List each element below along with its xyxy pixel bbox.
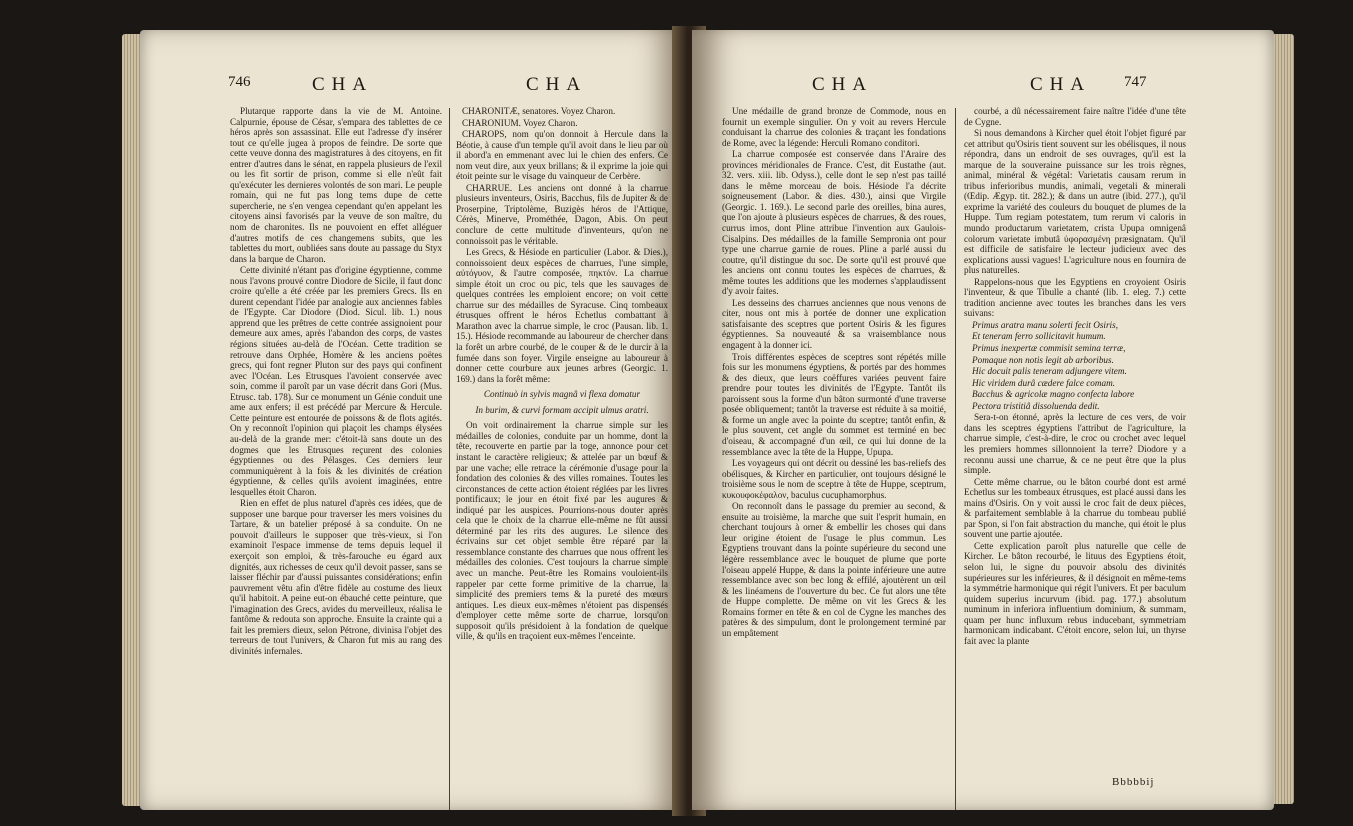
paragraph: Sera-t-on étonné, après la lecture de ces vers, de voir dans les sceptres égyptiens l'attribut de l'agriculture, la charrue simple, c'est-à-dire, le croc ou crochet avec lequel les premiers hommes sillonnoient la terre? Diodore y a reconnu aussi une charrue, & ce ne peut être que la plus simple. bbox=[964, 412, 1186, 476]
verse-line: Primus inexpertæ commisit semina terræ, bbox=[972, 343, 1126, 354]
left-head-word-2: CHA bbox=[526, 74, 588, 95]
verse-line: Primus aratra manu solerti fecit Osiris, bbox=[972, 319, 1118, 330]
right-page-number: 747 bbox=[1124, 74, 1147, 90]
verse-line: Bacchus & agricolæ magno confecta labore bbox=[972, 389, 1135, 400]
right-page bbox=[692, 30, 1274, 810]
left-head-word-1: CHA bbox=[312, 74, 374, 95]
paragraph: On reconnoît dans le passage du premier au second, & ensuite au troisième, la marche que suit l'esprit humain, en cherchant toujours à orner & embellir les choses qui dans leur origine étoient de l'usage le plus commun. Les Egyptiens trouvant dans la pointe supérieure du second une légère ressemblance avec le bouquet de plume que porte l'oiseau appelé Huppe, & dans la pointe inférieure une autre ressemblance avec son bec long & effilé, ajoutèrent un œil & les linéamens de l'ouverture du bec. Ce fut alors une tête de Huppe complette. De même on vit les Grecs & les Romains former en tête & en col de Cygne les manches des patères & des simpulum, dont le prolongement terminé par un empâtement bbox=[722, 501, 946, 638]
left-page bbox=[140, 30, 682, 810]
paragraph: Si nous demandons à Kircher quel étoit l'objet figuré par cet attribut qu'Osiris tient souvent sur les obélisques, il nous répondra, dans un endroit de ses ouvrages, qu'il est la marque de la souveraine puissance sur les trois règnes, animal, minéral & végétal: Varietatis causam rerum in tribus inferioribus mundis, animali, vegetali & minerali (Œdip. Ægyp. tit. 282.); & dans un autre (ibid. 277.), qu'il exprime la variété des couleurs du bouquet de plumes de la Huppe. Tum regiam potestatem, tum rerum vi caloris in mundo productarum varietatem, crista Upupa omnigenâ colorum varietate imbutâ ὑφορασμένη præsignatam. Qu'il est difficile de satisfaire le lecteur judicieux avec des explications aussi vagues! L'agriculture nous en fournira de plus naturelles. bbox=[964, 128, 1186, 276]
right-column-rule bbox=[955, 108, 956, 810]
verse-line: Pectora tristitiâ dissoluenda dedit. bbox=[972, 400, 1100, 411]
signature-mark: Bbbbbij bbox=[1112, 776, 1155, 788]
paragraph: CHARRUE. Les anciens ont donné à la charrue plusieurs inventeurs, Osiris, Bacchus, fils de Jupiter & de Proserpine, Triptolème, Buzigès héros de l'Attique, Cérès, Minerve, Prométhée, Dagon, Abis. On peut conclure de cette multitude d'inventeurs, qu'on ne connoissoit pas le véritable. bbox=[456, 182, 668, 246]
paragraph: courbé, a dû nécessairement faire naître l'idée d'une tête de Cygne. bbox=[964, 106, 1186, 127]
left-page-column-2 bbox=[456, 106, 668, 643]
left-page-column-1 bbox=[230, 106, 442, 657]
paragraph: Cette divinité n'étant pas d'origine égyptienne, comme nous l'avons prouvé contre Diodore de Sicile, il faut donc croire qu'elle a été créée par les premiers Grecs. Ils en durent cependant l'idée par analogie aux anciennes fables de l'Egypte. Car Diodore (Diod. Sicul. lib. 1.) nous apprend que les prêtres de cette contrée assignoient pour demeure aux ames, après l'abandon des corps, de vastes régions situées au-delà de l'Océan. Cette tradition se retrouve dans Orphée, Homère & les anciens poëtes grecs, qui font regner Pluton sur des pays qui confinent avec l'Océan. Les Etrusques l'avoient conservée avec soin, comme il paroît par un vase décrit dans Gori (Mus. Etrusc. tab. 178). Sur ce monument un Génie conduit une ame aux enfers; il est précédé par Mercure & Hercule. Cette peinture est entourée de poissons & de flots agités. On y reconnoît l'opinion qui plaçoit les champs élysées au-delà de la grande mer: c'étoit-là sans doute un des dogmes que les Etrusques reçurent des colonies égyptiennes ou des Pélasges. Ces derniers leur communiquèrent à la fois & les divinités de création égyptienne, & celles qu'ils avoient imaginées, entre lesquelles étoit Charon. bbox=[230, 265, 442, 497]
paragraph: On voit ordinairement la charrue simple sur les médailles de colonies, conduite par un homme, dont la tête, recouverte en partie par la toge, annonce pour cet instant le caractère religieux; & attelée par un bœuf & par une vache; elle retrace la cérémonie d'usage pour la fondation des colonies & des villes romaines. Toutes les circonstances de cette action étoient réglées par les livres pontificaux; le jour en étoit fixé par les augures & indiqué par les auspices. Pourrions-nous douter après cela que le choix de la charrue elle-même ne fût aussi déterminé par les rits des augures. Le silence des écrivains sur cet objet semble être réparé par la ressemblance constante des charrues que nous offrent les médailles des colonies. C'est toujours la charrue simple avec un manche. Peut-être les Romains vouloient-ils rappeler par cette forme primitive de la charrue, la simplicité des premiers tems & la pureté des mœurs antiques. Les dieux eux-mêmes n'étoient pas dispensés d'employer cette même sorte de charrue, lorsqu'on supposoit qu'ils présidoient à la fondation de quelque ville, & qu'ils en traçoient eux-mêmes l'enceinte. bbox=[456, 420, 668, 642]
paragraph: Les Grecs, & Hésiode en particulier (Labor. & Dies.), connoissoient deux espèces de charrues, l'une simple, αὐτόγυον, & l'autre composée, πηκτόν. La charrue simple étoit un croc ou pic, tels que les sauvages de quelques contrées les emploient encore; on voit cette charrue sur des médailles de Syracuse. Cinq tombeaux étrusques offrent le héros Echetlus combattant à Marathon avec la charrue simple, le croc (Pausan. lib. 1. 15.). Hésiode recommande au laboureur de chercher dans la forêt un arbre courbé, de le couper & de le durcir à la fumée dans son foyer. Virgile enseigne au laboureur à donner cette courbure aux jeunes arbres (Georgic. 1. 169.) dans la forêt même: bbox=[456, 247, 668, 384]
paragraph: Rien en effet de plus naturel d'après ces idées, que de supposer une barque pour traverser les mers voisines du Tartare, & un batelier préposé à sa conduite. On ne pouvoit d'ailleurs le supposer que très-vieux, si l'on examinoit l'espace immense de tems depuis lequel il exerçoit son emploi, & très-farouche eu égard aux dignités, aux richesses de ceux qu'il devoit passer, sans se laisser fléchir par d'aussi puissantes considérations; enfin pauvrement vêtu afin d'être fidèle au costume des lieux qu'il habitoit. A peine eut-on ébauché cette peinture, que l'imagination des Grecs, avides du merveilleux, réalisa le fantôme & redouta son approche. Ensuite la crainte qui a fait les premiers dieux, selon Pétrone, divinisa l'objet des terreurs de tout l'univers, & Charon fut mis au rang des divinités infernales. bbox=[230, 498, 442, 656]
verse-line: Hic viridem durâ cædere falce comam. bbox=[972, 377, 1116, 388]
right-page-column-2 bbox=[964, 106, 1186, 647]
right-head-word-1: CHA bbox=[812, 74, 874, 95]
paragraph: Une médaille de grand bronze de Commode, nous en fournit un exemple singulier. On y voit au revers Hercule conduisant la charrue des colonies & traçant les fondations de Rome, avec la légende: Herculi Romano conditori. bbox=[722, 106, 946, 148]
paragraph: La charrue composée est conservée dans l'Araire des provinces méridionales de France. C'est, dit Eustathe (aut. 32. vers. xiii. lib. Odyss.), celle dont le sep n'est pas taillé dans le même morceau de bois. Hésiode l'a décrite soigneusement (Labor. & dies. 430.), ainsi que Virgile (Georgic. 1. 169.). Le second parle des oreilles, bina aures, que l'on ajoute à plusieurs espèces de charrues, & des roues, currus imos, dont Pline attribue l'invention aux Gaulois-Cisalpins. Des médailles de la famille Sempronia ont pour type une charrue garnie de roues. Pline a parlé aussi du coutre, qu'il distingue du soc. De sorte qu'il est prouvé que les anciens ont connu toutes les espèces de charrues, & même toutes les additions que les modernes s'applaudissent d'y avoir faites. bbox=[722, 149, 946, 297]
paragraph: Plutarque rapporte dans la vie de M. Antoine. Calpurnie, épouse de César, s'empara des tablettes de ce héros après son assassinat. Elle eut l'adresse d'y insérer tout ce qu'elle jugea à propos de feindre. De sorte que cette veuve donna des magistratures à des citoyens, en fit entrer d'autres dans le sénat, en rappela plusieurs de l'exil ou les fit sortir de prison, comme si elle n'eût fait qu'exécuter les dernieres volontés de son mari. Le peuple romain, qui ne fut pas long tems dupe de cette supercherie, ne s'en vengea cependant qu'en appelant les citoyens ainsi favorisés par la veuve de son maître, du nom de charonites. Ils ne pouvoient en effet alléguer d'autres motifs de ces changemens subits, que les tablettes du mort, oubliées sans doute au passage du Styx dans la barque de Charon. bbox=[230, 106, 442, 264]
paragraph: Trois différentes espèces de sceptres sont répétés mille fois sur les monumens égyptiens, & portés par des hommes & des dieux, que leurs coëffures variées peuvent faire prendre pour toutes les divinités de l'Egypte. Tantôt ils paroissent sous la forme d'un bâton surmonté d'une traverse posée obliquement; tantôt la traverse est réduite à sa moitié, & forme un angle avec la pointe du sceptre; tantôt enfin, & le plus souvent, cet angle du sommet est terminé en bec d'oiseau, & accompagné d'un œil, ce qui lui donne de la ressemblance avec la tête de la Huppe, Upupa. bbox=[722, 351, 946, 457]
paragraph: CHARONIUM. Voyez Charon. bbox=[462, 117, 578, 128]
left-column-rule bbox=[449, 108, 450, 810]
verse-line: Pomaque non notis legit ab arboribus. bbox=[972, 354, 1114, 365]
paragraph: CHARONITÆ, senatores. Voyez Charon. bbox=[462, 106, 616, 116]
right-page-column-1 bbox=[722, 106, 946, 639]
left-page-number: 746 bbox=[228, 74, 251, 90]
right-head-word-2: CHA bbox=[1030, 74, 1092, 95]
verse-line: Hic docuit palis teneram adjungere vitem. bbox=[972, 366, 1127, 377]
verse-line: In burim, & curvi formam accipit ulmus aratri. bbox=[475, 404, 649, 415]
paragraph: Cette explication paroît plus naturelle que celle de Kircher. Le bâton recourbé, le lituus des Egyptiens étoit, selon lui, le signe du pouvoir absolu des divinités supérieures sur les inférieures, & il désignoit en même-tems la symmétrie harmonique qui régit l'univers. Et per baculum quidem superius incurvum (ibid. pag. 177.) absolutum numinum in inferiora influentium dominium, & summam, quam per hunc influxum rebus inducebant, symmetriam harmonicam indicabant. C'étoit encore, selon lui, un thyrse fait avec la plante bbox=[964, 540, 1186, 646]
verse-line: Et teneram ferro sollicitavit humum. bbox=[972, 331, 1106, 342]
paragraph: Les voyageurs qui ont décrit ou dessiné les bas-reliefs des obélisques, & Kircher en particulier, ont toujours désigné le troisième sous le nom de sceptre à tête de Huppe, sceptrum, κυκουφοκέφαλον, baculus cucuphamorphus. bbox=[722, 458, 946, 500]
paragraph: CHAROPS, nom qu'on donnoit à Hercule dans la Béotie, à cause d'un temple qu'il avoit dans le lieu par où il abord'a en emmenant avec lui le chien des enfers. Ce nom veut dire, aux yeux brillans; & il exprime la joie qui étoit peinte sur le visage du vainqueur de Cerbère. bbox=[456, 129, 668, 182]
paragraph: Les desseins des charrues anciennes que nous venons de citer, nous ont mis à portée de donner une explication satisfaisante des sceptres que portent Osiris & les figures égyptiennes. Sa nouveauté & sa vraisemblance nous engagent à la donner ici. bbox=[722, 297, 946, 351]
verse-line: Continuò in sylvis magnâ vi flexa domatur bbox=[483, 389, 641, 400]
paragraph: Rappelons-nous que les Egyptiens en croyoient Osiris l'inventeur, & que Tibulle a chanté (lib. 1. eleg. 7.) cette tradition ancienne avec toutes les branches dans les vers suivans: bbox=[964, 276, 1186, 319]
paragraph: Cette même charrue, ou le bâton courbé dont est armé Echetlus sur les tombeaux étrusques, est placé aussi dans les mains d'Osiris. On y voit aussi le croc fait de deux pièces, & parfaitement semblable à la charrue du tombeau publié par Spon, si l'on fait abstraction du manche, qui étoit le plus souvent une partie ajoutée. bbox=[964, 476, 1186, 540]
